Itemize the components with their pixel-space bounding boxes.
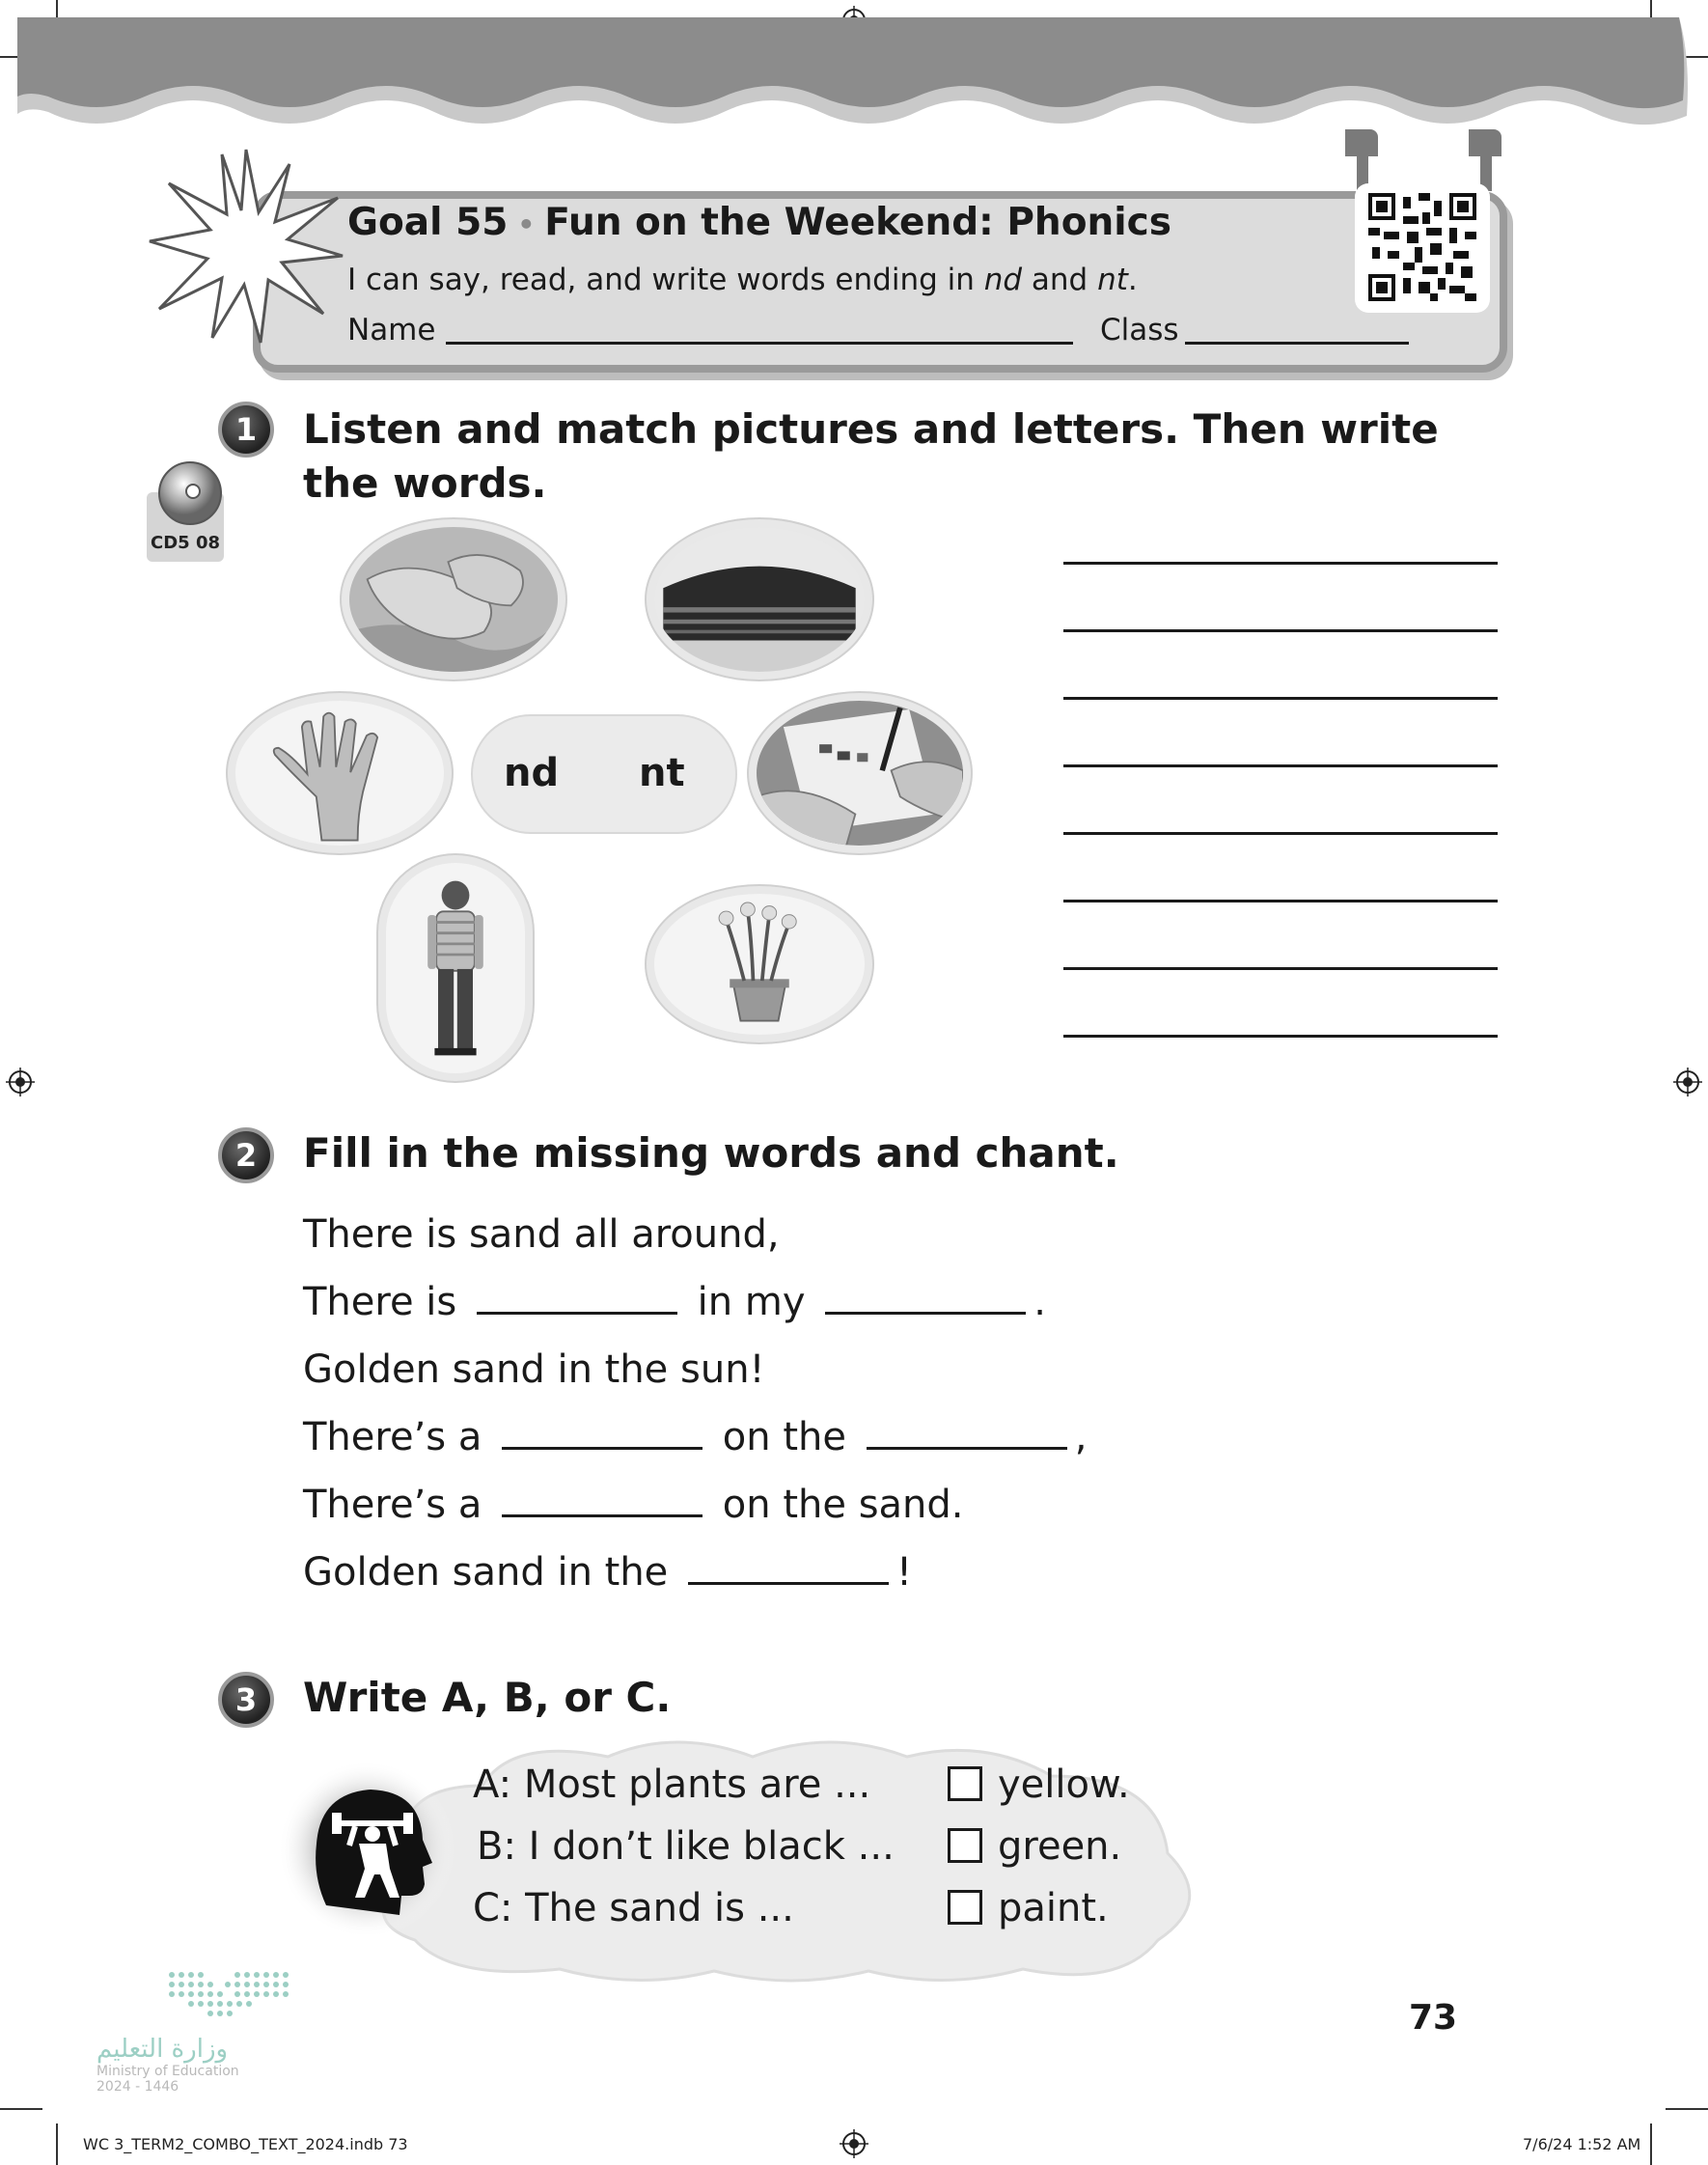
sand-picture[interactable]	[342, 519, 565, 680]
qr-code-icon[interactable]	[1368, 193, 1476, 301]
class-label: Class	[1100, 313, 1179, 347]
prompt-c: C: The sand is ...	[473, 1886, 794, 1930]
section1-instruction: Listen and match pictures and letters. Then write	[303, 405, 1439, 453]
section3-instruction: Write A, B, or C.	[303, 1674, 672, 1721]
crop-mark	[1650, 2123, 1652, 2165]
answer-line[interactable]	[1063, 697, 1498, 700]
chant-line-6: Golden sand in the !	[303, 1550, 913, 1595]
chant-line-5: There’s a on the sand.	[303, 1483, 964, 1527]
chant-line-3: Golden sand in the sun!	[303, 1347, 765, 1392]
section-number-1: 1	[218, 402, 274, 458]
registration-mark-icon	[1673, 1068, 1702, 1096]
option-paint: paint.	[998, 1886, 1109, 1930]
answer-box[interactable]	[948, 1890, 982, 1925]
logo-year-text: 2024 - 1446	[96, 2079, 179, 2095]
ministry-logo	[93, 1969, 324, 2104]
option-green: green.	[998, 1824, 1122, 1869]
crop-mark	[1666, 2108, 1708, 2110]
blank-field[interactable]	[502, 1514, 702, 1517]
blank-field[interactable]	[867, 1447, 1067, 1450]
starburst-icon	[145, 145, 347, 347]
crop-mark	[0, 2108, 42, 2110]
logo-arabic-text: وزارة التعليم	[96, 2035, 229, 2064]
blank-field[interactable]	[688, 1582, 889, 1585]
answer-line[interactable]	[1063, 629, 1498, 632]
page-number: 73	[1409, 1998, 1458, 2038]
blank-field[interactable]	[477, 1312, 677, 1315]
logo-dots-icon	[93, 1969, 324, 2027]
goal-title: Goal 55 • Fun on the Weekend: Phonics	[347, 201, 1171, 244]
hand-picture[interactable]	[228, 693, 452, 853]
letter-ending-nd[interactable]: nd	[504, 751, 560, 795]
blank-field[interactable]	[825, 1312, 1026, 1315]
prompt-a: A: Most plants are ...	[473, 1763, 871, 1807]
chant-line-4: There’s a on the ,	[303, 1415, 1088, 1459]
footer-file-info: WC 3_TERM2_COMBO_TEXT_2024.indb 73	[83, 2135, 408, 2153]
answer-box[interactable]	[948, 1766, 982, 1801]
section2-instruction: Fill in the missing words and chant.	[303, 1129, 1119, 1177]
section-number-2: 2	[218, 1127, 274, 1183]
answer-line[interactable]	[1063, 1035, 1498, 1038]
brain-strength-icon	[278, 1761, 455, 1938]
class-field[interactable]	[1185, 342, 1409, 345]
option-yellow: yellow.	[998, 1763, 1130, 1807]
name-label: Name	[347, 313, 436, 347]
tent-picture[interactable]	[647, 519, 872, 680]
footer-timestamp: 7/6/24 1:52 AM	[1523, 2135, 1641, 2153]
registration-mark-icon	[6, 1068, 35, 1096]
registration-mark-icon	[840, 2129, 868, 2158]
chant-line-1: There is sand all around,	[303, 1212, 780, 1257]
name-field[interactable]	[446, 342, 1073, 345]
letter-ending-nt[interactable]: nt	[639, 751, 685, 795]
plant-picture[interactable]	[647, 886, 872, 1042]
cd-disc-icon[interactable]	[156, 459, 224, 527]
answer-line[interactable]	[1063, 832, 1498, 835]
answer-line[interactable]	[1063, 562, 1498, 565]
answer-box[interactable]	[948, 1828, 982, 1863]
chant-line-2: There is in my .	[303, 1280, 1046, 1324]
child-picture[interactable]	[378, 855, 533, 1081]
section-number-3: 3	[218, 1672, 274, 1728]
blank-field[interactable]	[502, 1447, 702, 1450]
logo-english-text: Ministry of Education	[96, 2064, 239, 2079]
crop-mark	[56, 2123, 58, 2165]
answer-line[interactable]	[1063, 764, 1498, 767]
paint-picture[interactable]	[749, 693, 971, 853]
goal-description: I can say, read, and write words ending in nd and nt.	[347, 263, 1138, 297]
answer-line[interactable]	[1063, 967, 1498, 970]
answer-line[interactable]	[1063, 900, 1498, 902]
header-banner	[0, 0, 1708, 154]
cd-track-label: CD5 08	[151, 533, 220, 553]
prompt-b: B: I don’t like black ...	[477, 1824, 895, 1869]
section1-instruction-continued: the words.	[303, 459, 547, 507]
